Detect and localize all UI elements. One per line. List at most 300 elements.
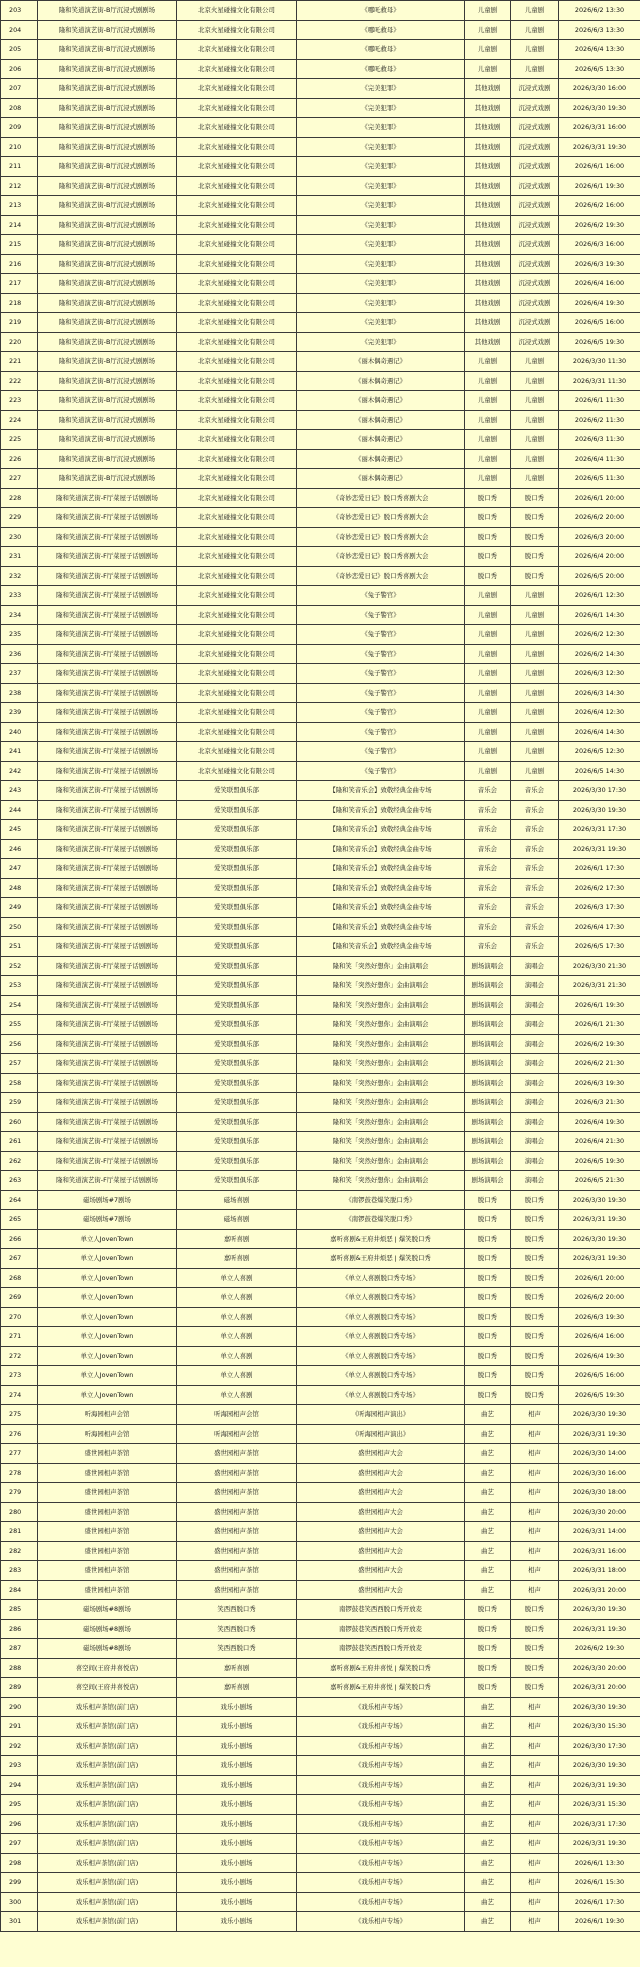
cell-index: 209 [1, 118, 38, 138]
cell-datetime: 2026/6/4 19:30 [559, 1112, 640, 1132]
cell-show-name: 《奇妙恋爱日记》脱口秀喜剧大会 [297, 488, 465, 508]
cell-show-name: 隆和笑「突然好想你」金曲演唱会 [297, 976, 465, 996]
cell-datetime: 2026/6/3 19:30 [559, 1073, 640, 1093]
cell-datetime: 2026/6/2 19:30 [559, 215, 640, 235]
cell-show-type: 曲艺 [465, 1522, 511, 1542]
cell-category: 儿童剧 [511, 605, 559, 625]
table-row [1, 410, 640, 430]
cell-show-name: 南锣鼓巷笑西西脱口秀开放麦 [297, 1600, 465, 1620]
cell-organizer: 北京火星碰撞文化有限公司 [177, 176, 297, 196]
table-row [1, 1678, 640, 1698]
cell-datetime: 2026/3/30 16:00 [559, 79, 640, 99]
cell-show-type: 儿童剧 [465, 625, 511, 645]
cell-datetime: 2026/6/2 12:30 [559, 625, 640, 645]
cell-show-type: 儿童剧 [465, 371, 511, 391]
cell-category: 相声 [511, 1892, 559, 1912]
cell-category: 相声 [511, 1502, 559, 1522]
cell-venue: 戏乐相声茶馆(前门店) [38, 1717, 177, 1737]
cell-category: 相声 [511, 1834, 559, 1854]
cell-show-name: 《丽木偶奇遇记》 [297, 371, 465, 391]
cell-index: 238 [1, 683, 38, 703]
cell-venue: 隆和笑道演艺街-F厅菜屋子话剧剧场 [38, 703, 177, 723]
cell-datetime: 2026/6/5 13:30 [559, 59, 640, 79]
cell-index: 221 [1, 352, 38, 372]
cell-index: 249 [1, 898, 38, 918]
cell-venue: 隆和笑道演艺街-B厅沉浸式剧剧场 [38, 137, 177, 157]
cell-datetime: 2026/3/30 19:30 [559, 1190, 640, 1210]
cell-category: 脱口秀 [511, 1619, 559, 1639]
cell-organizer: 北京火星碰撞文化有限公司 [177, 527, 297, 547]
cell-show-name: 嘉听喜剧&王府井喜悦 | 爆笑脱口秀 [297, 1658, 465, 1678]
table-row [1, 137, 640, 157]
cell-datetime: 2026/6/3 13:30 [559, 20, 640, 40]
cell-datetime: 2026/3/30 15:30 [559, 1717, 640, 1737]
cell-category: 音乐会 [511, 820, 559, 840]
cell-organizer: 北京火星碰撞文化有限公司 [177, 664, 297, 684]
cell-organizer: 北京火星碰撞文化有限公司 [177, 391, 297, 411]
cell-venue: 隆和笑道演艺街-B厅沉浸式剧剧场 [38, 352, 177, 372]
cell-show-name: 《奇妙恋爱日记》脱口秀喜剧大会 [297, 508, 465, 528]
cell-index: 227 [1, 469, 38, 489]
cell-index: 205 [1, 40, 38, 60]
cell-category: 儿童剧 [511, 449, 559, 469]
table-row [1, 937, 640, 957]
cell-datetime: 2026/3/30 19:30 [559, 1697, 640, 1717]
cell-organizer: 北京火星碰撞文化有限公司 [177, 488, 297, 508]
cell-category: 沉浸式戏剧 [511, 254, 559, 274]
cell-show-type: 曲艺 [465, 1736, 511, 1756]
cell-datetime: 2026/6/4 12:30 [559, 703, 640, 723]
cell-index: 288 [1, 1658, 38, 1678]
cell-index: 232 [1, 566, 38, 586]
table-row [1, 547, 640, 567]
cell-organizer: 北京火星碰撞文化有限公司 [177, 293, 297, 313]
table-row [1, 742, 640, 762]
cell-datetime: 2026/6/2 19:30 [559, 1639, 640, 1659]
cell-datetime: 2026/3/30 20:00 [559, 1658, 640, 1678]
table-row [1, 1561, 640, 1581]
cell-organizer: 单立人喜剧 [177, 1346, 297, 1366]
cell-category: 脱口秀 [511, 488, 559, 508]
cell-venue: 盛世园相声茶馆 [38, 1444, 177, 1464]
cell-venue: 隆和笑道演艺街-B厅沉浸式剧剧场 [38, 449, 177, 469]
cell-index: 239 [1, 703, 38, 723]
cell-show-name: 《兔子警官》 [297, 644, 465, 664]
cell-show-name: 《完美犯罪》 [297, 157, 465, 177]
table-row [1, 508, 640, 528]
cell-category: 相声 [511, 1736, 559, 1756]
cell-index: 287 [1, 1639, 38, 1659]
cell-category: 相声 [511, 1814, 559, 1834]
cell-organizer: 北京火星碰撞文化有限公司 [177, 625, 297, 645]
table-row [1, 1054, 640, 1074]
cell-index: 216 [1, 254, 38, 274]
cell-category: 演唱会 [511, 1054, 559, 1074]
cell-show-type: 儿童剧 [465, 586, 511, 606]
cell-index: 275 [1, 1405, 38, 1425]
cell-datetime: 2026/3/31 11:30 [559, 371, 640, 391]
cell-category: 相声 [511, 1912, 559, 1932]
cell-show-name: 嘉听喜剧&王府井烦恶 | 爆笑脱口秀 [297, 1229, 465, 1249]
cell-show-type: 音乐会 [465, 800, 511, 820]
table-row [1, 215, 640, 235]
cell-organizer: 北京火星碰撞文化有限公司 [177, 98, 297, 118]
cell-venue: 隆和笑道演艺街-F厅菜屋子话剧剧场 [38, 995, 177, 1015]
cell-category: 儿童剧 [511, 1, 559, 21]
cell-venue: 盛世园相声茶馆 [38, 1580, 177, 1600]
cell-datetime: 2026/3/31 19:30 [559, 839, 640, 859]
cell-venue: 隆和笑道演艺街-F厅菜屋子话剧剧场 [38, 878, 177, 898]
cell-show-name: 隆和笑「突然好想你」金曲演唱会 [297, 1112, 465, 1132]
cell-datetime: 2026/6/2 21:30 [559, 1054, 640, 1074]
cell-datetime: 2026/3/31 19:30 [559, 1834, 640, 1854]
cell-venue: 单立人JovenTown [38, 1366, 177, 1386]
cell-show-type: 脱口秀 [465, 1639, 511, 1659]
table-row [1, 352, 640, 372]
cell-venue: 隆和笑道演艺街-B厅沉浸式剧剧场 [38, 293, 177, 313]
cell-show-type: 曲艺 [465, 1873, 511, 1893]
cell-show-type: 音乐会 [465, 917, 511, 937]
cell-show-name: 《丽木偶奇遇记》 [297, 449, 465, 469]
table-row [1, 1502, 640, 1522]
cell-show-type: 脱口秀 [465, 1366, 511, 1386]
cell-show-name: 《单立人喜剧脱口秀专场》 [297, 1327, 465, 1347]
cell-datetime: 2026/3/30 19:30 [559, 1229, 640, 1249]
cell-organizer: 单立人喜剧 [177, 1288, 297, 1308]
table-row [1, 1853, 640, 1873]
cell-datetime: 2026/3/31 15:30 [559, 1795, 640, 1815]
cell-category: 儿童剧 [511, 371, 559, 391]
cell-show-type: 脱口秀 [465, 1288, 511, 1308]
cell-show-type: 脱口秀 [465, 547, 511, 567]
cell-organizer: 单立人喜剧 [177, 1385, 297, 1405]
cell-index: 210 [1, 137, 38, 157]
cell-category: 脱口秀 [511, 1385, 559, 1405]
cell-datetime: 2026/3/31 19:30 [559, 1619, 640, 1639]
table-row [1, 1346, 640, 1366]
cell-index: 258 [1, 1073, 38, 1093]
cell-show-type: 儿童剧 [465, 20, 511, 40]
cell-show-type: 儿童剧 [465, 469, 511, 489]
table-row [1, 1522, 640, 1542]
cell-venue: 喜空间(王府井喜悦店) [38, 1678, 177, 1698]
cell-organizer: 北京火星碰撞文化有限公司 [177, 118, 297, 138]
table-row [1, 664, 640, 684]
cell-datetime: 2026/6/3 17:30 [559, 898, 640, 918]
cell-index: 260 [1, 1112, 38, 1132]
cell-venue: 单立人JovenTown [38, 1288, 177, 1308]
cell-organizer: 爱笑联盟俱乐部 [177, 800, 297, 820]
cell-index: 230 [1, 527, 38, 547]
cell-venue: 戏乐相声茶馆(前门店) [38, 1697, 177, 1717]
cell-organizer: 戏乐小剧场 [177, 1814, 297, 1834]
cell-category: 脱口秀 [511, 1210, 559, 1230]
table-row [1, 1385, 640, 1405]
cell-category: 演唱会 [511, 1015, 559, 1035]
cell-index: 229 [1, 508, 38, 528]
cell-show-type: 脱口秀 [465, 1658, 511, 1678]
cell-venue: 隆和笑道演艺街-F厅菜屋子话剧剧场 [38, 644, 177, 664]
cell-show-type: 曲艺 [465, 1834, 511, 1854]
cell-datetime: 2026/6/4 20:00 [559, 547, 640, 567]
cell-category: 演唱会 [511, 976, 559, 996]
cell-show-name: 《哪吒救母》 [297, 59, 465, 79]
cell-venue: 隆和笑道演艺街-F厅菜屋子话剧剧场 [38, 683, 177, 703]
cell-show-type: 其他戏剧 [465, 235, 511, 255]
cell-show-name: 盛世园相声大会 [297, 1561, 465, 1581]
cell-datetime: 2026/6/3 16:00 [559, 235, 640, 255]
cell-venue: 喜空间(王府井喜悦店) [38, 1658, 177, 1678]
cell-venue: 戏乐相声茶馆(前门店) [38, 1756, 177, 1776]
cell-show-type: 音乐会 [465, 878, 511, 898]
cell-show-type: 其他戏剧 [465, 79, 511, 99]
cell-datetime: 2026/3/31 19:30 [559, 1249, 640, 1269]
cell-datetime: 2026/6/5 12:30 [559, 742, 640, 762]
cell-show-type: 音乐会 [465, 937, 511, 957]
cell-show-name: 《哪吒救母》 [297, 40, 465, 60]
cell-venue: 隆和笑道演艺街-F厅菜屋子话剧剧场 [38, 586, 177, 606]
cell-show-name: 隆和笑「突然好想你」金曲演唱会 [297, 1151, 465, 1171]
cell-organizer: 北京火星碰撞文化有限公司 [177, 371, 297, 391]
cell-category: 儿童剧 [511, 40, 559, 60]
cell-show-name: 《兔子警官》 [297, 742, 465, 762]
cell-venue: 隆和笑道演艺街-F厅菜屋子话剧剧场 [38, 1073, 177, 1093]
cell-category: 沉浸式戏剧 [511, 293, 559, 313]
cell-index: 213 [1, 196, 38, 216]
cell-show-name: 《兔子警官》 [297, 703, 465, 723]
cell-organizer: 北京火星碰撞文化有限公司 [177, 703, 297, 723]
cell-organizer: 爱笑联盟俱乐部 [177, 878, 297, 898]
cell-venue: 隆和笑道演艺街-B厅沉浸式剧剧场 [38, 20, 177, 40]
table-row [1, 332, 640, 352]
cell-show-name: 隆和笑「突然好想你」金曲演唱会 [297, 995, 465, 1015]
cell-show-type: 儿童剧 [465, 352, 511, 372]
cell-venue: 隆和笑道演艺街-F厅菜屋子话剧剧场 [38, 761, 177, 781]
table-row [1, 1736, 640, 1756]
cell-show-type: 脱口秀 [465, 1678, 511, 1698]
cell-datetime: 2026/3/30 17:30 [559, 781, 640, 801]
cell-category: 音乐会 [511, 781, 559, 801]
cell-datetime: 2026/6/5 21:30 [559, 1171, 640, 1191]
cell-venue: 戏乐相声茶馆(前门店) [38, 1834, 177, 1854]
cell-category: 脱口秀 [511, 508, 559, 528]
cell-show-type: 脱口秀 [465, 566, 511, 586]
cell-show-name: 《南锣鼓巷爆笑脱口秀》 [297, 1190, 465, 1210]
cell-datetime: 2026/6/2 11:30 [559, 410, 640, 430]
cell-show-name: 《单立人喜剧脱口秀专场》 [297, 1307, 465, 1327]
cell-show-type: 其他戏剧 [465, 196, 511, 216]
cell-show-name: 南锣鼓巷笑西西脱口秀开放麦 [297, 1619, 465, 1639]
cell-venue: 盛世园相声茶馆 [38, 1561, 177, 1581]
cell-index: 233 [1, 586, 38, 606]
table-row [1, 1424, 640, 1444]
cell-show-type: 曲艺 [465, 1561, 511, 1581]
cell-category: 儿童剧 [511, 410, 559, 430]
cell-venue: 戏乐相声茶馆(前门店) [38, 1873, 177, 1893]
cell-datetime: 2026/6/4 13:30 [559, 40, 640, 60]
cell-show-type: 儿童剧 [465, 59, 511, 79]
cell-organizer: 听海园相声会馆 [177, 1405, 297, 1425]
cell-show-name: 《兔子警官》 [297, 605, 465, 625]
cell-show-type: 儿童剧 [465, 40, 511, 60]
cell-index: 269 [1, 1288, 38, 1308]
cell-organizer: 爱笑联盟俱乐部 [177, 1132, 297, 1152]
cell-show-name: 《丽木偶奇遇记》 [297, 469, 465, 489]
cell-organizer: 北京火星碰撞文化有限公司 [177, 566, 297, 586]
cell-index: 247 [1, 859, 38, 879]
cell-category: 沉浸式戏剧 [511, 274, 559, 294]
cell-organizer: 盛世园相声茶馆 [177, 1522, 297, 1542]
cell-organizer: 北京火星碰撞文化有限公司 [177, 215, 297, 235]
cell-category: 沉浸式戏剧 [511, 118, 559, 138]
cell-datetime: 2026/3/31 21:30 [559, 976, 640, 996]
cell-datetime: 2026/6/5 11:30 [559, 469, 640, 489]
cell-index: 300 [1, 1892, 38, 1912]
cell-show-name: 隆和笑「突然好想你」金曲演唱会 [297, 1073, 465, 1093]
cell-datetime: 2026/6/2 20:00 [559, 508, 640, 528]
cell-index: 217 [1, 274, 38, 294]
cell-show-type: 曲艺 [465, 1541, 511, 1561]
cell-venue: 单立人JovenTown [38, 1249, 177, 1269]
cell-show-name: 盛世园相声大会 [297, 1463, 465, 1483]
cell-venue: 戏乐相声茶馆(前门店) [38, 1892, 177, 1912]
cell-venue: 磁场剧场#8剧场 [38, 1600, 177, 1620]
cell-show-name: 《兔子警官》 [297, 683, 465, 703]
cell-organizer: 爱笑联盟俱乐部 [177, 1073, 297, 1093]
cell-datetime: 2026/6/2 20:00 [559, 1288, 640, 1308]
cell-index: 253 [1, 976, 38, 996]
cell-organizer: 盛世园相声茶馆 [177, 1541, 297, 1561]
cell-venue: 隆和笑道演艺街-B厅沉浸式剧剧场 [38, 196, 177, 216]
table-row [1, 1483, 640, 1503]
cell-index: 272 [1, 1346, 38, 1366]
cell-organizer: 北京火星碰撞文化有限公司 [177, 722, 297, 742]
cell-datetime: 2026/6/4 19:30 [559, 293, 640, 313]
cell-organizer: 北京火星碰撞文化有限公司 [177, 59, 297, 79]
cell-organizer: 北京火星碰撞文化有限公司 [177, 761, 297, 781]
cell-show-name: 《奇妙恋爱日记》脱口秀喜剧大会 [297, 527, 465, 547]
table-row [1, 79, 640, 99]
cell-datetime: 2026/6/3 21:30 [559, 1093, 640, 1113]
cell-show-type: 其他戏剧 [465, 176, 511, 196]
cell-organizer: 盛世园相声茶馆 [177, 1561, 297, 1581]
table-row [1, 196, 640, 216]
cell-venue: 隆和笑道演艺街-F厅菜屋子话剧剧场 [38, 547, 177, 567]
cell-category: 音乐会 [511, 917, 559, 937]
cell-category: 儿童剧 [511, 644, 559, 664]
cell-category: 脱口秀 [511, 1658, 559, 1678]
table-row [1, 1229, 640, 1249]
cell-venue: 盛世园相声茶馆 [38, 1522, 177, 1542]
cell-category: 儿童剧 [511, 664, 559, 684]
cell-category: 脱口秀 [511, 527, 559, 547]
cell-index: 264 [1, 1190, 38, 1210]
cell-show-name: 《兔子警官》 [297, 664, 465, 684]
cell-datetime: 2026/3/30 19:30 [559, 98, 640, 118]
cell-organizer: 北京火星碰撞文化有限公司 [177, 644, 297, 664]
cell-index: 297 [1, 1834, 38, 1854]
cell-show-name: 《单立人喜剧脱口秀专场》 [297, 1346, 465, 1366]
table-row [1, 781, 640, 801]
cell-venue: 戏乐相声茶馆(前门店) [38, 1736, 177, 1756]
cell-show-type: 其他戏剧 [465, 157, 511, 177]
cell-show-type: 脱口秀 [465, 1190, 511, 1210]
cell-datetime: 2026/6/4 21:30 [559, 1132, 640, 1152]
cell-venue: 隆和笑道演艺街-B厅沉浸式剧剧场 [38, 59, 177, 79]
cell-index: 295 [1, 1795, 38, 1815]
cell-index: 277 [1, 1444, 38, 1464]
table-row [1, 956, 640, 976]
table-row [1, 1151, 640, 1171]
table-row [1, 1600, 640, 1620]
cell-show-type: 曲艺 [465, 1483, 511, 1503]
cell-category: 相声 [511, 1541, 559, 1561]
cell-show-type: 儿童剧 [465, 683, 511, 703]
cell-show-name: 《兔子警官》 [297, 586, 465, 606]
cell-show-name: 《戏乐相声专场》 [297, 1912, 465, 1932]
cell-datetime: 2026/6/3 19:30 [559, 1307, 640, 1327]
cell-organizer: 戏乐小剧场 [177, 1873, 297, 1893]
cell-venue: 隆和笑道演艺街-F厅菜屋子话剧剧场 [38, 742, 177, 762]
cell-show-name: 《单立人喜剧脱口秀专场》 [297, 1288, 465, 1308]
cell-show-name: 隆和笑「突然好想你」金曲演唱会 [297, 1171, 465, 1191]
cell-datetime: 2026/3/31 17:30 [559, 1814, 640, 1834]
cell-index: 263 [1, 1171, 38, 1191]
table-row [1, 391, 640, 411]
cell-datetime: 2026/6/4 16:00 [559, 1327, 640, 1347]
cell-organizer: 戏乐小剧场 [177, 1756, 297, 1776]
cell-category: 儿童剧 [511, 391, 559, 411]
table-row [1, 586, 640, 606]
cell-venue: 隆和笑道演艺街-B厅沉浸式剧剧场 [38, 176, 177, 196]
cell-show-name: 《戏乐相声专场》 [297, 1736, 465, 1756]
cell-venue: 隆和笑道演艺街-B厅沉浸式剧剧场 [38, 274, 177, 294]
cell-show-type: 儿童剧 [465, 703, 511, 723]
cell-datetime: 2026/3/30 19:30 [559, 1405, 640, 1425]
cell-datetime: 2026/6/3 14:30 [559, 683, 640, 703]
cell-category: 儿童剧 [511, 703, 559, 723]
cell-show-type: 剧场演唱会 [465, 1015, 511, 1035]
cell-show-name: 《戏乐相声专场》 [297, 1853, 465, 1873]
cell-venue: 隆和笑道演艺街-F厅菜屋子话剧剧场 [38, 1151, 177, 1171]
cell-venue: 磁场剧场#8剧场 [38, 1619, 177, 1639]
cell-show-name: 【隆和笑音乐会】致敬经典金曲专场 [297, 878, 465, 898]
cell-venue: 磁场剧场#7剧场 [38, 1210, 177, 1230]
cell-show-name: 隆和笑「突然好想你」金曲演唱会 [297, 1015, 465, 1035]
cell-index: 280 [1, 1502, 38, 1522]
cell-category: 相声 [511, 1522, 559, 1542]
cell-index: 242 [1, 761, 38, 781]
cell-organizer: 盛世园相声茶馆 [177, 1483, 297, 1503]
cell-datetime: 2026/6/3 12:30 [559, 664, 640, 684]
cell-show-name: 《听海园相声演出》 [297, 1405, 465, 1425]
cell-show-name: 隆和笑「突然好想你」金曲演唱会 [297, 1132, 465, 1152]
table-row [1, 469, 640, 489]
table-row [1, 59, 640, 79]
cell-organizer: 盛世园相声茶馆 [177, 1580, 297, 1600]
table-row [1, 1, 640, 21]
cell-category: 沉浸式戏剧 [511, 176, 559, 196]
cell-category: 脱口秀 [511, 1268, 559, 1288]
cell-index: 259 [1, 1093, 38, 1113]
cell-datetime: 2026/3/30 21:30 [559, 956, 640, 976]
cell-category: 相声 [511, 1405, 559, 1425]
cell-venue: 隆和笑道演艺街-B厅沉浸式剧剧场 [38, 157, 177, 177]
cell-show-name: 《完美犯罪》 [297, 176, 465, 196]
table-row [1, 235, 640, 255]
cell-index: 265 [1, 1210, 38, 1230]
table-row [1, 703, 640, 723]
